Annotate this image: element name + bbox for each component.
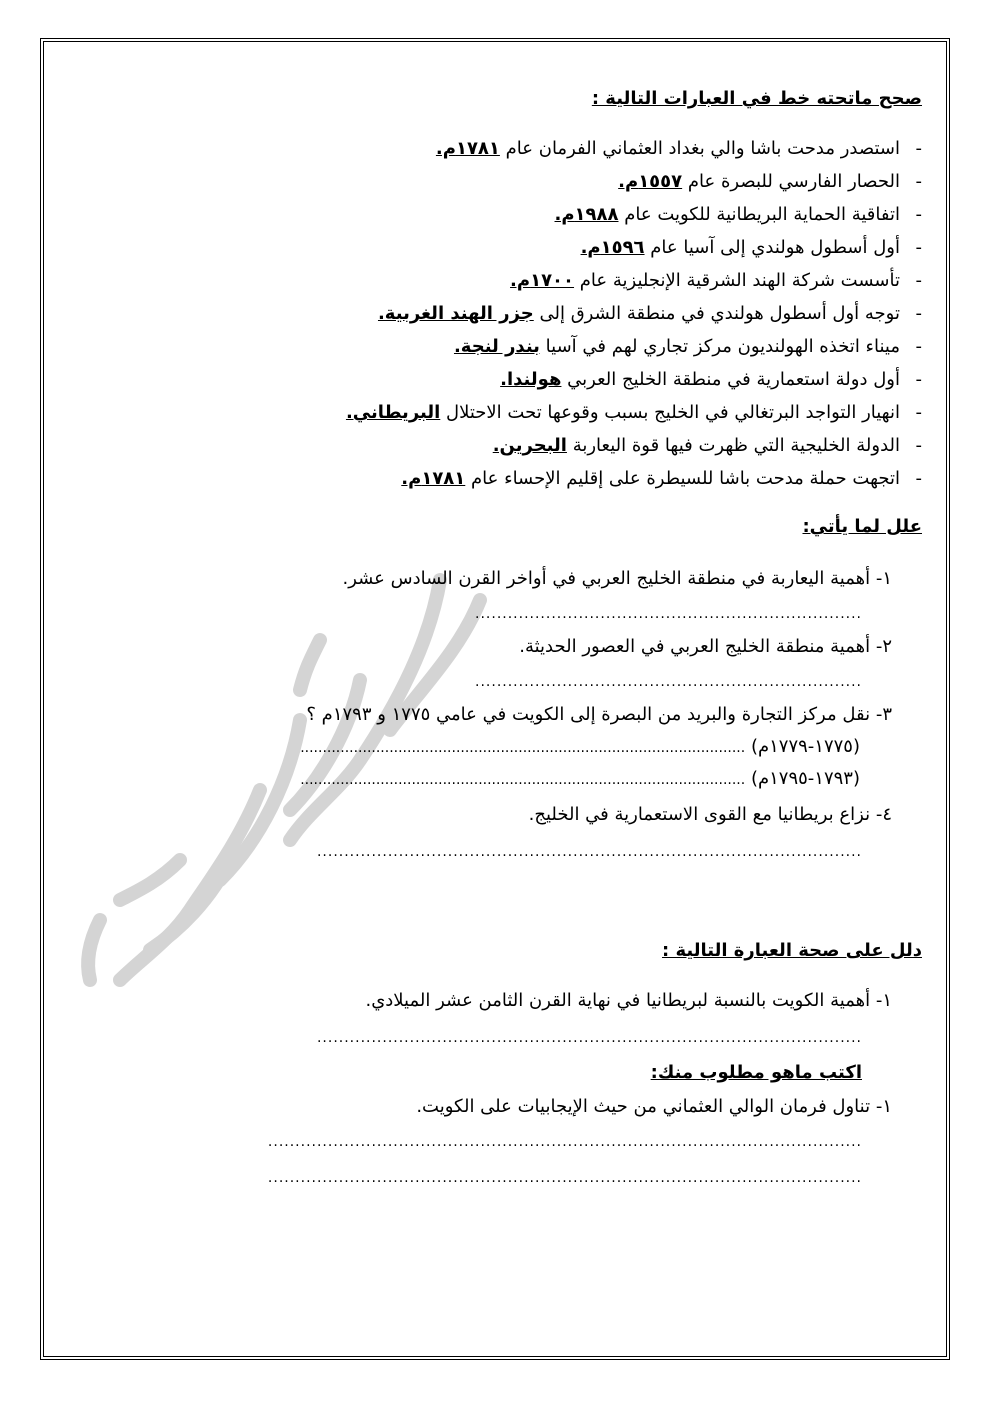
item-answer: هولندا. <box>500 369 562 390</box>
item-text: اتفاقية الحماية البريطانية للكويت عام <box>624 204 900 225</box>
item-answer: ١٩٨٨م. <box>554 204 619 225</box>
reason-question-4: ٤- نزاع بريطانيا مع القوى الاستعمارية في الخليج. <box>528 804 892 825</box>
item-answer: ١٥٥٧م. <box>618 171 683 192</box>
section3-title: دلل على صحة العبارة التالية : <box>662 940 922 961</box>
bullet-dash: - <box>915 336 922 357</box>
prove-question-1: ١- أهمية الكويت بالنسبة لبريطانيا في نهاية القرن الثامن عشر الميلادي. <box>365 990 892 1011</box>
correction-item-5 <box>510 270 922 291</box>
item-text: توجه أول أسطول هولندي في منطقة الشرق إلى <box>539 303 900 324</box>
correction-item-6 <box>378 303 922 324</box>
correction-item-8 <box>500 369 922 390</box>
correction-item-10 <box>493 435 922 456</box>
answer-line: ....................................................................... <box>475 674 862 690</box>
bullet-dash: - <box>915 435 922 456</box>
answer-line: ............................................................................................................. <box>267 1170 862 1186</box>
item-text: أول دولة استعمارية في منطقة الخليج العربي <box>567 369 900 390</box>
bullet-dash: - <box>915 303 922 324</box>
period-label: (١٧٧٥-١٧٧٩م) <box>750 736 860 757</box>
item-answer: البحرين. <box>492 435 567 456</box>
bullet-dash: - <box>915 468 922 489</box>
correction-item-9 <box>346 402 922 423</box>
item-answer: ١٧٨١م. <box>435 138 500 159</box>
item-answer: البريطاني. <box>345 402 441 423</box>
reason-question-1: ١- أهمية اليعاربة في منطقة الخليج العربي في أواخر القرن السادس عشر. <box>342 568 892 589</box>
section2-title: علل لما يأتي: <box>802 516 922 537</box>
item-answer: ١٥٩٦م. <box>580 237 645 258</box>
bullet-dash: - <box>915 138 922 159</box>
item-answer: جزر الهند الغربية. <box>377 303 534 324</box>
item-text: اتجهت حملة مدحت باشا للسيطرة على إقليم الإحساء عام <box>471 468 900 489</box>
correction-item-7 <box>454 336 922 357</box>
answer-line: ............................................................................................................. <box>267 1134 862 1150</box>
section1-title: صحح ماتحته خط في العبارات التالية : <box>591 88 922 109</box>
answer-line: .................................................................................................... <box>316 844 862 860</box>
section4-title: اكتب ماهو مطلوب منك: <box>650 1062 862 1083</box>
bullet-dash: - <box>915 369 922 390</box>
item-text: استصدر مدحت باشا والي بغداد العثماني الفرمان عام <box>505 138 900 159</box>
item-text: أول أسطول هولندي إلى آسيا عام <box>650 237 900 258</box>
reason-question-3-part-a <box>300 736 860 757</box>
item-answer: ١٧٨١م. <box>401 468 466 489</box>
bullet-dash: - <box>915 237 922 258</box>
correction-item-11 <box>401 468 922 489</box>
correction-item-4 <box>581 237 922 258</box>
reason-question-3-part-b <box>300 768 860 789</box>
answer-line: .................................................................................................... <box>300 772 746 788</box>
answer-line: .................................................................................................... <box>300 740 746 756</box>
reason-question-2: ٢- أهمية منطقة الخليج العربي في العصور الحديثة. <box>519 636 892 657</box>
item-text: الحصار الفارسي للبصرة عام <box>687 171 900 192</box>
item-text: تأسست شركة الهند الشرقية الإنجليزية عام <box>579 270 900 291</box>
reason-question-3: ٣- نقل مركز التجارة والبريد من البصرة إلى الكويت في عامي ١٧٧٥ و ١٧٩٣م ؟ <box>306 704 892 725</box>
write-question-1: ١- تناول فرمان الوالي العثماني من حيث الإيجابيات على الكويت. <box>416 1096 892 1117</box>
item-answer: بندر لنجة. <box>453 336 540 357</box>
answer-line: ....................................................................... <box>475 606 862 622</box>
correction-item-1 <box>436 138 922 159</box>
bullet-dash: - <box>915 171 922 192</box>
bullet-dash: - <box>915 270 922 291</box>
answer-line: .................................................................................................... <box>316 1030 862 1046</box>
item-text: الدولة الخليجية التي ظهرت فيها قوة اليعاربة <box>572 435 900 456</box>
bullet-dash: - <box>915 204 922 225</box>
correction-item-3 <box>555 204 922 225</box>
correction-item-2 <box>618 171 922 192</box>
item-text: انهيار التواجد البرتغالي في الخليج بسبب وقوعها تحت الاحتلال <box>446 402 900 423</box>
period-label: (١٧٩٣-١٧٩٥م) <box>750 768 860 789</box>
item-text: ميناء اتخذه الهولنديون مركز تجاري لهم في آسيا <box>545 336 900 357</box>
bullet-dash: - <box>915 402 922 423</box>
item-answer: ١٧٠٠م. <box>510 270 575 291</box>
